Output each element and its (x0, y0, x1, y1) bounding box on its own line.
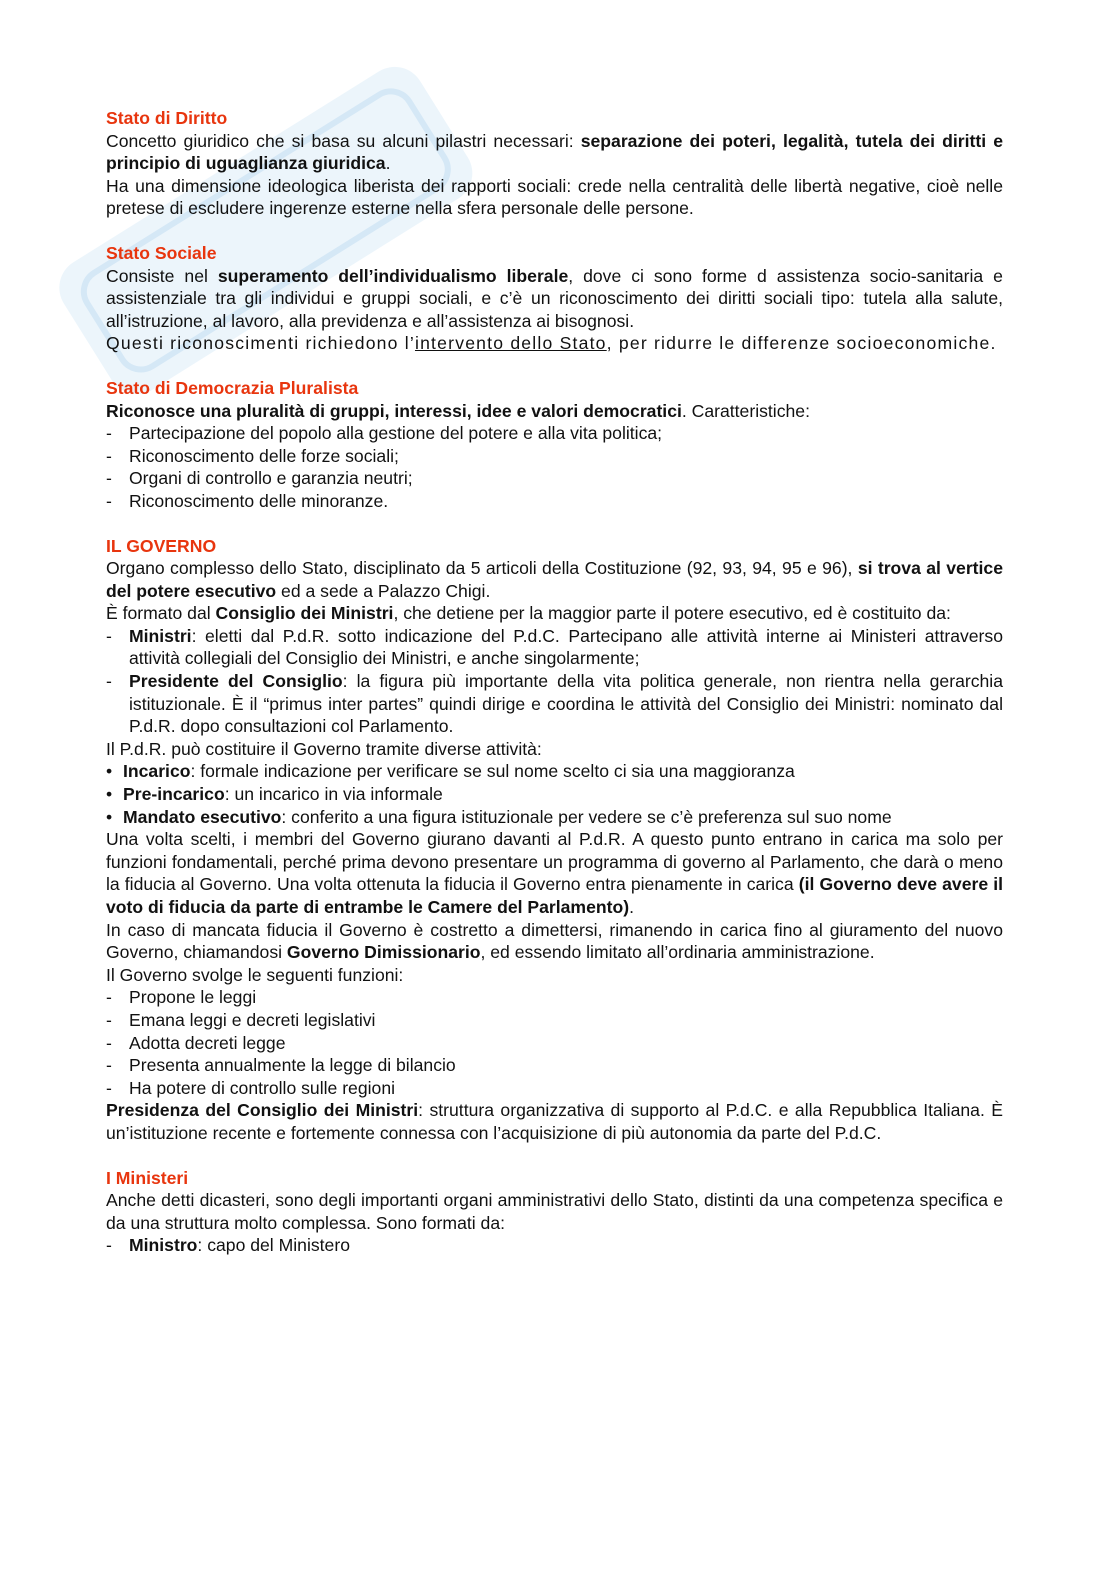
paragraph: Presidenza del Consiglio dei Ministri: struttura organizzativa di supporto al P.d.C. e alla Repubblica Italiana. È un’istituzione recente e fortemente connessa con l’acquisizione di più autonomia da parte del P.d.C. (106, 1100, 1003, 1143)
paragraph: Il P.d.R. può costituire il Governo tramite diverse attività: (106, 738, 542, 759)
list-item: - Partecipazione del popolo alla gestione del potere e alla vita politica; (106, 423, 663, 444)
section-title: IL GOVERNO (106, 535, 217, 556)
bullet-item: • Incarico: formale indicazione per verificare se sul nome scelto ci sia una maggioranza (106, 761, 795, 782)
paragraph: In caso di mancata fiducia il Governo è costretto a dimettersi, rimanendo in carica fino al giuramento del nuovo Governo, chiamandosi Governo Dimissionario, ed essendo limitato all’ordinaria amministrazione. (106, 919, 1003, 963)
list-item: - Ha potere di controllo sulle regioni (106, 1077, 396, 1098)
list-item: - Presidente del Consiglio: la figura più importante della vita politica generale, non rientra nella gerarchia istituzionale. È il “primus inter partes” quindi dirige e coordina le attività del Consiglio dei Ministri: nominato dal P.d.R. dopo consultazioni col Parlamento. (106, 671, 1003, 737)
list-item: - Emana leggi e decreti legislativi (106, 1009, 376, 1030)
paragraph: Concetto giuridico che si basa su alcuni pilastri necessari: separazione dei poteri, legalità, tutela dei diritti e principio di uguaglianza giuridica. (106, 130, 1003, 174)
list-item: - Organi di controllo e garanzia neutri; (106, 468, 413, 489)
section-title: Stato di Diritto (106, 108, 228, 128)
paragraph: Ha una dimensione ideologica liberista dei rapporti sociali: crede nella centralità delle libertà negative, cioè nelle pretese di escludere ingerenze esterne nella sfera personale delle persone. (106, 175, 1003, 219)
list-item: - Riconoscimento delle minoranze. (106, 490, 389, 511)
list-item: - Ministro: capo del Ministero (106, 1235, 350, 1256)
section-title: Stato Sociale (106, 242, 217, 263)
section-title: Stato di Democrazia Pluralista (106, 377, 359, 398)
paragraph: Una volta scelti, i membri del Governo giurano davanti al P.d.R. A questo punto entrano in carica ma solo per funzioni fondamentali, perché prima devono presentare un programma di governo al Parlamento, che darà o meno la fiducia al Governo. Una volta ottenuta la fiducia il Governo entra pienamente in carica (il Governo deve avere il voto di fiducia da parte di entrambe le Camere del Parlamento). (106, 829, 1003, 917)
list-item: - Ministri: eletti dal P.d.R. sotto indicazione del P.d.C. Partecipano alle attività interne ai Ministeri attraverso attività collegiali del Consiglio dei Ministri, e anche singolarmente; (106, 625, 1003, 669)
paragraph: Consiste nel superamento dell’individualismo liberale, dove ci sono forme d assistenza socio-sanitaria e assistenziale tra gli individui e gruppi sociali, e c’è un riconoscimento dei diritti sociali tipo: tutela alla salute, all’istruzione, al lavoro, alla previdenza e all’assistenza ai bisognosi. (106, 265, 1003, 331)
paragraph: Riconosce una pluralità di gruppi, interessi, idee e valori democratici. Caratteristiche: (106, 400, 810, 421)
section-title: I Ministeri (106, 1167, 189, 1188)
list-item: - Riconoscimento delle forze sociali; (106, 445, 399, 466)
paragraph: Anche detti dicasteri, sono degli importanti organi amministrativi dello Stato, distinti da una competenza specifica e da una struttura molto complessa. Sono formati da: (106, 1190, 1003, 1233)
list-item: - Propone le leggi (106, 987, 257, 1008)
paragraph: È formato dal Consiglio dei Ministri, che detiene per la maggior parte il potere esecutivo, ed è costituito da: (106, 603, 951, 624)
list-item: - Presenta annualmente la legge di bilancio (106, 1055, 456, 1076)
document-page (106, 107, 1003, 1257)
bullet-item: • Mandato esecutivo: conferito a una figura istituzionale per vedere se c’è preferenza sul suo nome (106, 806, 892, 827)
list-item: - Adotta decreti legge (106, 1032, 286, 1053)
paragraph: Questi riconoscimenti richiedono l’intervento dello Stato, per ridurre le differenze socioeconomiche. (106, 333, 997, 354)
bullet-item: • Pre-incarico: un incarico in via informale (106, 784, 443, 805)
paragraph: Il Governo svolge le seguenti funzioni: (106, 964, 404, 985)
paragraph: Organo complesso dello Stato, disciplinato da 5 articoli della Costituzione (92, 93, 94, 95 e 96), si trova al vertice del potere esecutivo ed a sede a Palazzo Chigi. (106, 558, 1003, 601)
